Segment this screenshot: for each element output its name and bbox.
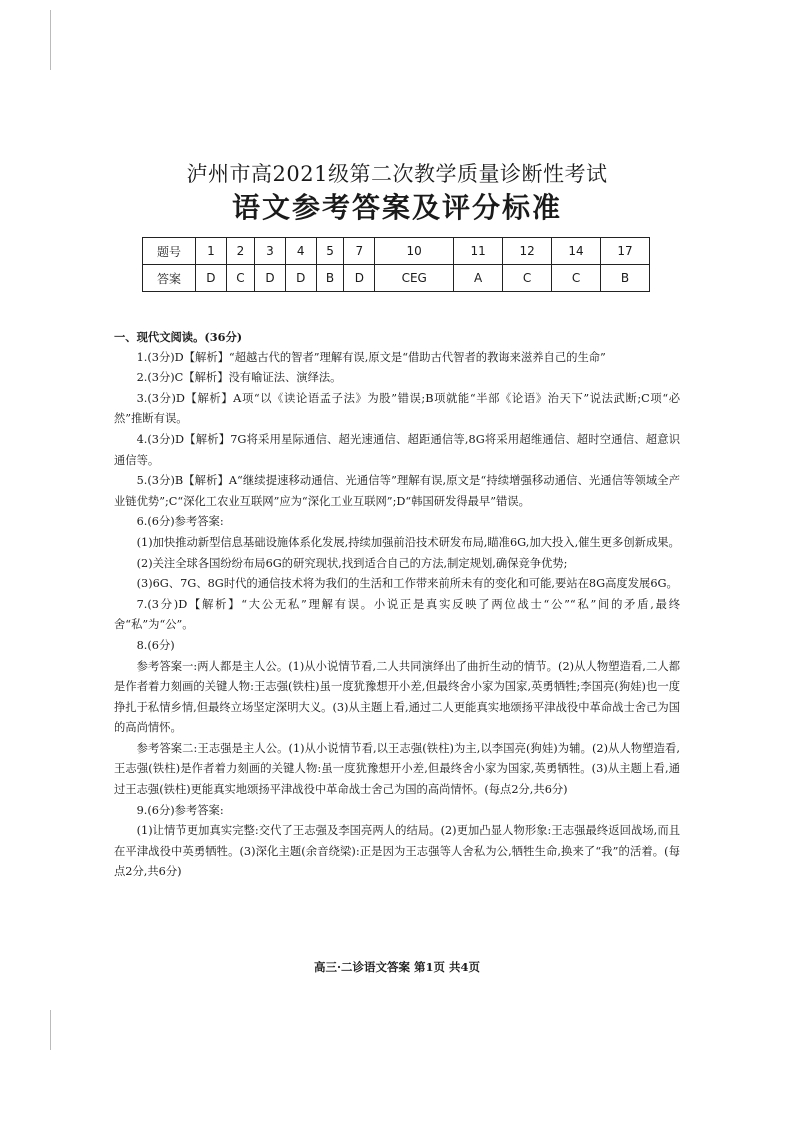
row-label-question: 题号 — [143, 238, 196, 265]
answer-paragraph: 1.(3分)D【解析】“超越古代的智者”理解有误,原文是“借助古代智者的教诲来滋养自己的生命” — [136, 350, 606, 364]
question-number: 7 — [344, 238, 375, 265]
answer-explanations — [114, 327, 680, 883]
answer-row — [143, 265, 650, 292]
answer-cell: C — [226, 265, 254, 292]
scan-edge-mark — [50, 1010, 51, 1050]
answer-cell: D — [285, 265, 316, 292]
answer-paragraph: 7.(3分)D【解析】“大公无私”理解有误。小说正是真实反映了两位战士“公”“私”间的矛盾,最终舍“私”为“公”。 — [114, 597, 680, 632]
answer-paragraph: 3.(3分)D【解析】A项“以《读论语孟子法》为股”错误;B项就能“半部《论语》治天下”说法武断;C项“必然”推断有误。 — [114, 391, 680, 426]
scan-edge-mark — [50, 10, 51, 70]
question-number: 10 — [375, 238, 454, 265]
answer-cell: B — [600, 265, 649, 292]
question-number: 12 — [503, 238, 552, 265]
answer-paragraph: 4.(3分)D【解析】7G将采用星际通信、超光速通信、超距通信等,8G将采用超维通信、超时空通信、超意识通信等。 — [114, 432, 680, 467]
question-number: 2 — [226, 238, 254, 265]
question-number: 11 — [454, 238, 503, 265]
answer-paragraph: 5.(3分)B【解析】A“继续提速移动通信、光通信等”理解有误,原文是“持续增强移动通信、光通信等领域全产业链优势”;C“深化工农业互联网”应为“深化工业互联网”;D“韩国研发得最早”错误。 — [114, 474, 680, 508]
question-number: 5 — [316, 238, 344, 265]
row-label-answer: 答案 — [143, 265, 196, 292]
answer-paragraph: 6.(6分)参考答案: — [136, 515, 224, 529]
answer-paragraph: 2.(3分)C【解析】没有喻证法、演绎法。 — [136, 371, 342, 385]
answer-point: 参考答案一:两人都是主人公。(1)从小说情节看,二人共同演绎出了曲折生动的情节。(2)从人物塑造看,二人都是作者着力刻画的关键人物:王志强(铁柱)虽一度犹豫想开小差,但最终舍小家为国家,英勇牺牲;李国亮(狗娃)也一度挣扎于私情乡情,但最终立场坚定深明大义。(3)从主题上看,通过二人更能真实地颂扬平津战役中革命战士舍己为国的高尚情怀。 — [114, 659, 680, 735]
answer-cell: D — [344, 265, 375, 292]
question-number: 4 — [285, 238, 316, 265]
answer-cell: C — [552, 265, 601, 292]
question-number: 14 — [552, 238, 601, 265]
question-number: 17 — [600, 238, 649, 265]
question-number: 1 — [196, 238, 227, 265]
answer-cell: D — [196, 265, 227, 292]
document-title: 语文参考答案及评分标准 — [231, 191, 562, 224]
answer-point: (1)加快推动新型信息基础设施体系化发展,持续加强前沿技术研发布局,瞄准6G,加大投入,催生更多创新成果。 — [136, 535, 680, 549]
answer-point: (1)让情节更加真实完整:交代了王志强及李国亮两人的结局。(2)更加凸显人物形象:王志强最终返回战场,而且在平津战役中英勇牺牲。(3)深化主题(余音绕梁):正是因为王志强等人舍私为公,牺牲生命,换来了“我”的活着。(每点2分,共6分) — [114, 824, 680, 879]
answer-point: 参考答案二:王志强是主人公。(1)从小说情节看,以王志强(铁柱)为主,以李国亮(狗娃)为辅。(2)从人物塑造看,王志强(铁柱)是作者着力刻画的关键人物:虽一度犹豫想开小差,但最终舍小家为国家,英勇牺牲。(3)从主题上看,通过王志强(铁柱)更能真实地颂扬平津战役中革命战士舍己为国的高尚情怀。(每点2分,共6分) — [114, 741, 680, 797]
answer-cell: B — [316, 265, 344, 292]
answer-cell: CEG — [375, 265, 454, 292]
question-number: 3 — [255, 238, 286, 265]
answer-paragraph: 8.(6分) — [136, 638, 175, 652]
section-heading: 一、现代文阅读。(36分) — [114, 330, 243, 344]
question-number-row — [143, 238, 650, 265]
answer-paragraph: 9.(6分)参考答案: — [136, 803, 224, 817]
answer-cell: A — [454, 265, 503, 292]
answer-cell: C — [503, 265, 552, 292]
answer-cell: D — [255, 265, 286, 292]
answer-table — [142, 237, 650, 292]
exam-title: 泸州市高2021级第二次教学质量诊断性考试 — [186, 162, 608, 186]
answer-point: (2)关注全球各国纷纷布局6G的研究现状,找到适合自己的方法,制定规划,确保竞争优势; — [136, 556, 568, 570]
page-footer: 高三·二诊语文答案 第1页 共4页 — [313, 960, 480, 974]
answer-point: (3)6G、7G、8G时代的通信技术将为我们的生活和工作带来前所未有的变化和可能,要站在8G高度发展6G。 — [136, 577, 678, 591]
